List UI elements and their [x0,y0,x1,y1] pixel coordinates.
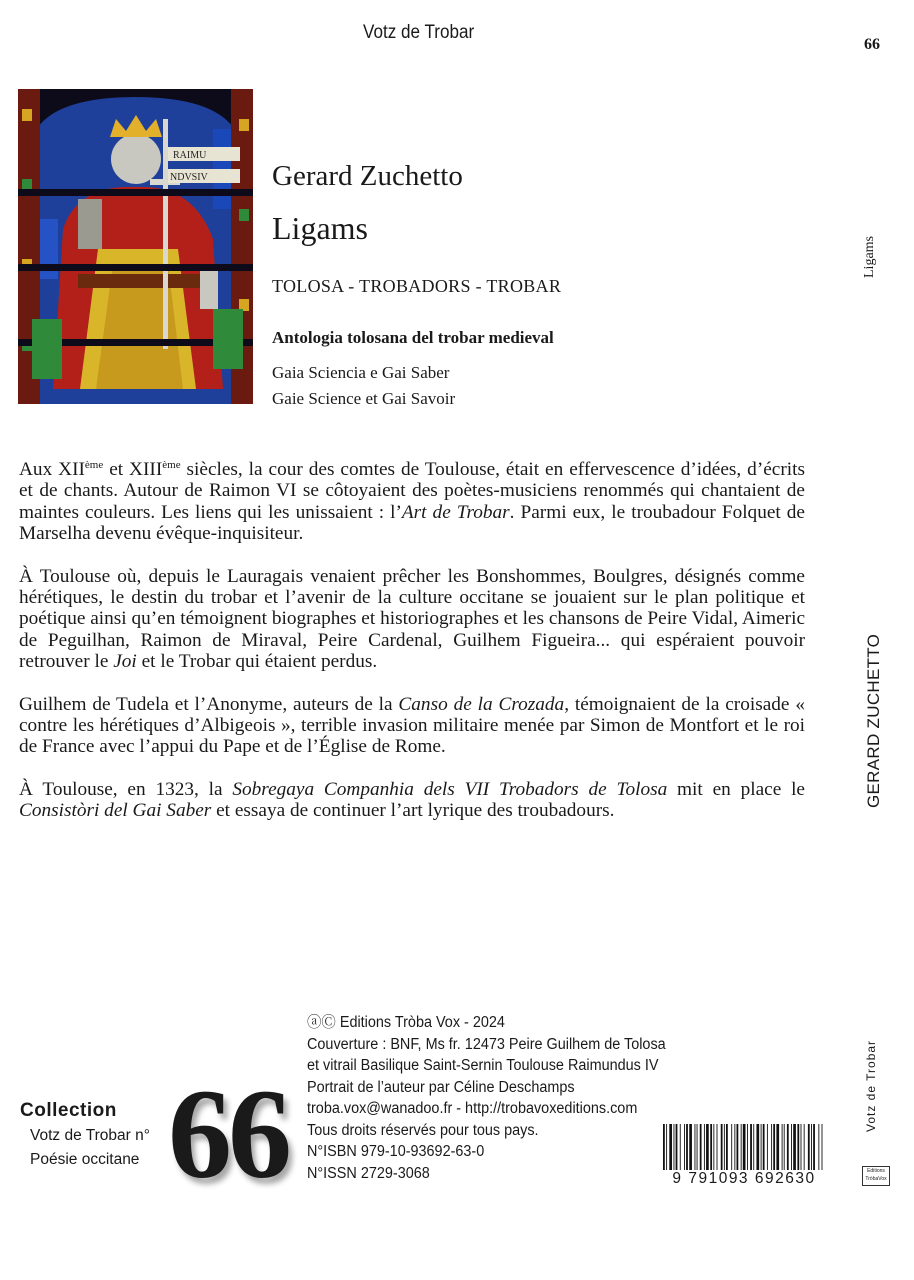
italic-text: Canso de la Crozada [398,693,565,715]
text-run: et le Trobar qui étaient perdus. [136,651,378,673]
text-run: et XIII [103,459,163,480]
image-banner-text-2: NDVSIV [170,172,208,183]
collection-series: Votz de Trobar n° [30,1127,150,1144]
paragraph-1 [19,459,805,545]
collection-label: Collection [20,1100,117,1121]
publisher-logo [862,1166,890,1186]
superscript: ème [162,459,181,471]
publisher-logo-line2: TròbaVox [865,1176,887,1182]
image-banner-text-1: RAIMU [173,150,207,161]
text-run: siècles, la cour des comtes de Toulouse, était en effervescence d’idées, d’écrits et de chants. Autour de Raimon VI se côtoyaient des poètes-musiciens renommés qui chantaient de maintes couleurs. Les liens qui les unissaient : l’ [19,459,806,523]
italic-text: Joi [113,651,137,673]
book-subtitle: TOLOSA - TROBADORS - TROBAR [272,276,562,296]
collection-genre: Poésie occitane [30,1151,140,1168]
spine-author: GERARD ZUCHETTO [864,633,883,808]
text-run: À Toulouse, en 1323, la [19,778,233,800]
cover-credit-line-2: et vitrail Basilique Saint-Sernin Toulouse Raimundus IV [307,1057,659,1074]
tagline-occitan: Gaia Sciencia e Gai Saber [272,363,450,382]
italic-text: Consistòri del Gai Saber [19,800,212,822]
book-title: Ligams [272,210,368,246]
publisher-logo-line1: Editions [867,1168,885,1174]
text-run: . Parmi eux, le troubadour Folquet de Marselha devenu évêque-inquisiteur. [19,501,805,545]
book-author: Gerard Zuchetto [272,160,463,192]
blurb-text [19,459,805,843]
barcode-digits: 9 791093 692630 [659,1170,829,1188]
portrait-credit-line: Portrait de l’auteur par Céline Deschamps [307,1078,575,1096]
text-run: Aux XII [19,459,85,480]
tagline-french: Gaie Science et Gai Savoir [272,389,456,408]
paragraph-4 [19,779,805,822]
spine-title: Ligams [862,236,877,278]
italic-text: Art de Trobar [401,501,510,523]
cover-credit-line: Couverture : BNF, Ms fr. 12473 Peire Guilhem de Tolosa [307,1035,666,1053]
isbn-line: N°ISBN 979-10-93692-63-0 [307,1143,485,1160]
anthology-heading: Antologia tolosana del trobar medieval [272,328,554,347]
paragraph-2 [19,566,805,673]
contact-line: troba.vox@wanadoo.fr - http://trobavoxeditions.com [307,1100,638,1117]
paragraph-3 [19,694,805,758]
spine-series: Votz de Trobar [864,1039,878,1132]
text-run: , témoignaient de la croisade « contre les hérétiques d’Albigeois », terrible invasion militaire menée par Simon de Montfort et le roi de France avec l’appui du Pape et de l’Église de Rome. [19,693,805,758]
collection-number: 66 [168,1063,288,1205]
page-number: 66 [864,36,880,53]
superscript: ème [84,459,104,471]
stained-glass-image [18,89,253,404]
text-run: et essaya de continuer l’art lyrique des troubadours. [211,800,615,822]
credits-block [307,1012,666,1184]
rights-line: Tous droits réservés pour tous pays. [307,1121,539,1139]
text-run: À Toulouse où, depuis le Lauragais venaient prêcher les Bonshommes, Boulgres, désignés comme hérétiques, le destin du trobar et l’avenir de la culture occitane se jouaient sur le plan politique et poétique ainsi qu’en témoignent biographes et historiographes et les chansons de Peire Vidal, Aimeric de Peguilhan, Raimon de Miraval, Peire Cardenal, Guilhem Figueira... qui espéraient pouvoir retrouver le [19,565,805,673]
text-run: Guilhem de Tudela et l’Anonyme, auteurs de la [19,693,399,715]
header-series-title: Votz de Trobar [363,22,475,43]
issn-line: N°ISSN 2729-3068 [307,1164,430,1182]
text-run: mit en place le [667,778,805,800]
italic-text: Sobregaya Companhia dels VII Trobadors de Tolosa [232,778,668,800]
copyright-line: ⓐⒸ Editions Tròba Vox - 2024 [307,1014,505,1031]
